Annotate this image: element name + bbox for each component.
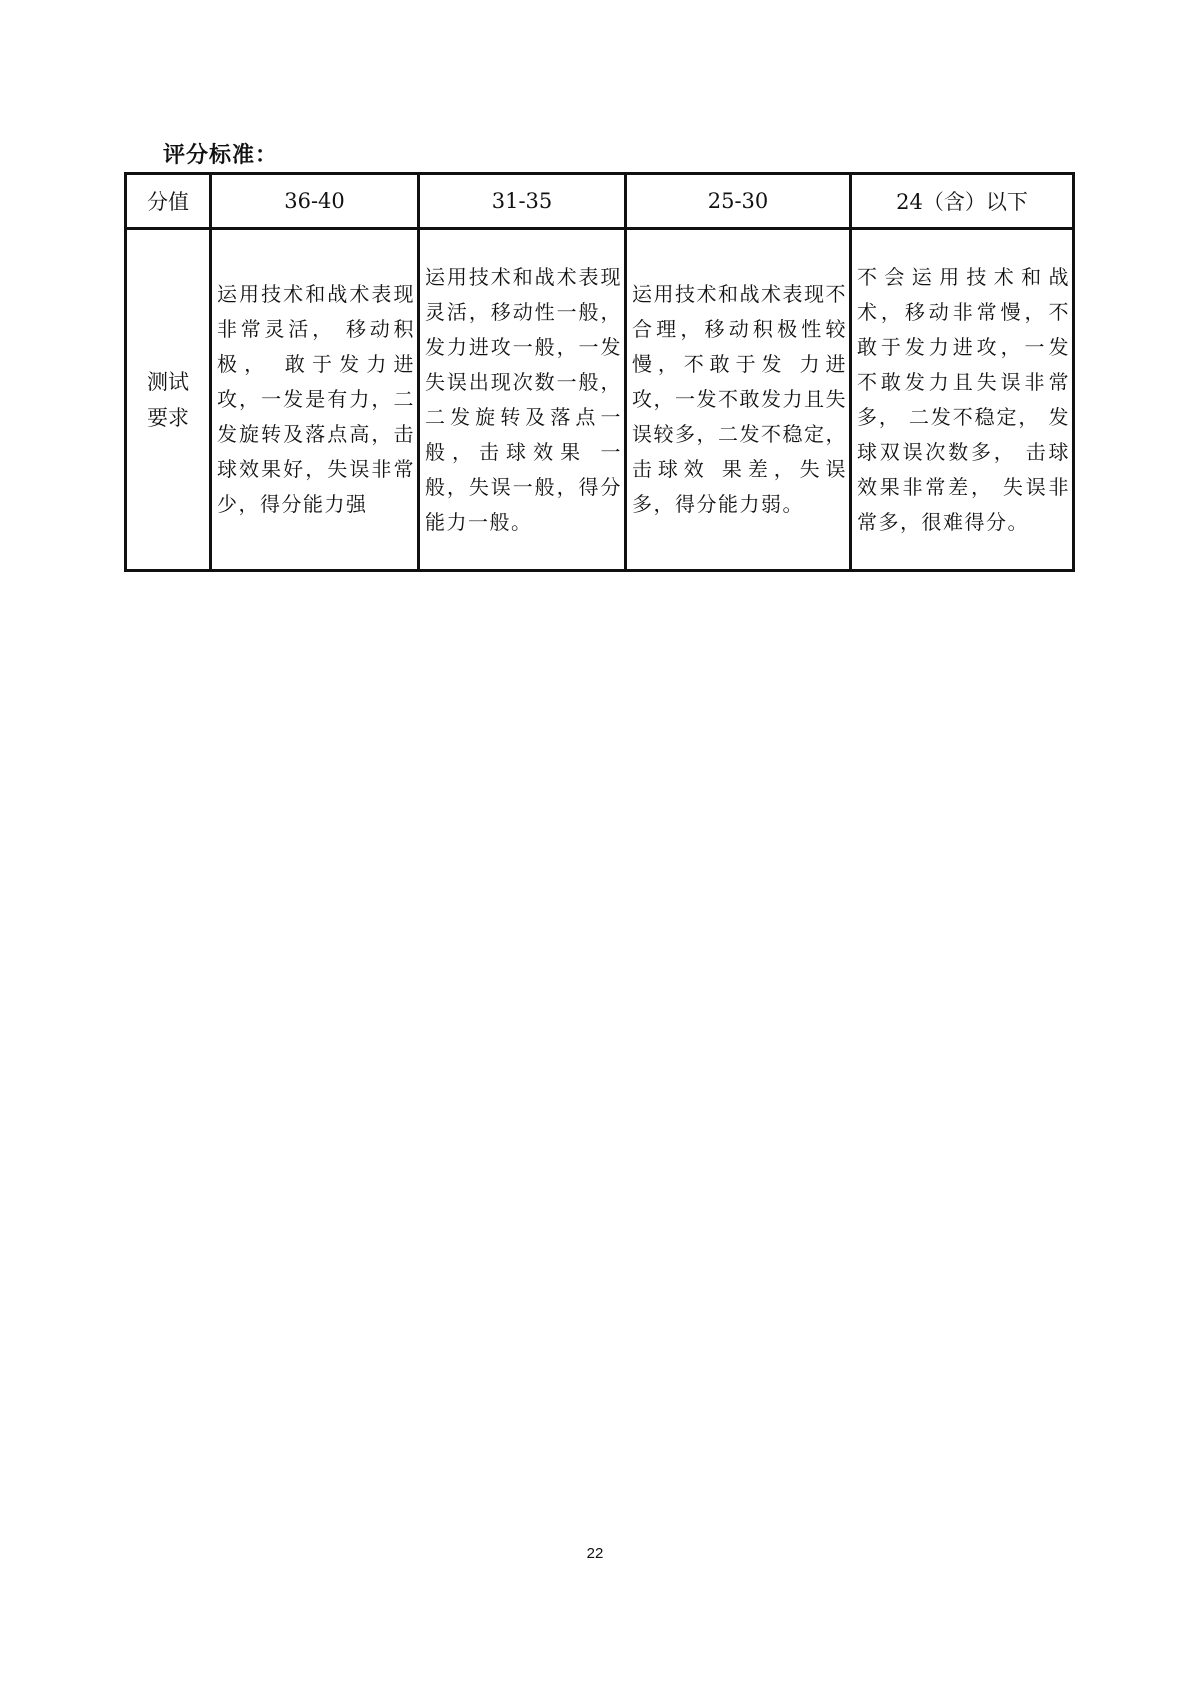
section-heading: 评分标准：	[163, 143, 279, 168]
score-range-cell: 36-40	[211, 174, 419, 229]
requirement-text: 不会运用技术和战术，移动非常慢，不敢于发力进攻，一发不敢发力且失误非常多， 二发不稳定， 发球双误次数多， 击球效果非常差， 失误非常多，很难得分。	[857, 264, 1070, 534]
requirement-label-line: 测试	[147, 369, 189, 394]
requirement-cell	[211, 229, 419, 571]
scoring-criteria-table	[124, 172, 1075, 572]
requirement-label-line: 要求	[147, 405, 189, 430]
requirement-cell	[626, 229, 851, 571]
score-range-cell: 24（含）以下	[851, 174, 1074, 229]
page-number: 22	[586, 1545, 604, 1562]
requirement-cell	[419, 229, 626, 571]
requirement-label-cell	[126, 229, 211, 571]
table-requirement-row	[126, 229, 1074, 571]
requirement-text: 运用技术和战术表现非常灵活， 移动积极， 敢于发力进攻，一发是有力，二发旋转及落点高，击球效果好，失误非常 少，得分能力强	[217, 282, 415, 516]
table-header-row	[126, 174, 1074, 229]
score-range-cell: 25-30	[626, 174, 851, 229]
requirement-cell	[851, 229, 1074, 571]
score-range-cell: 31-35	[419, 174, 626, 229]
score-label-cell: 分值	[126, 174, 211, 229]
requirement-text: 运用技术和战术表现不合理，移动积极性较慢，不敢于发 力进攻，一发不敢发力且失误较多，二发不稳定，击球效 果差，失误多，得分能力弱。	[632, 282, 847, 516]
requirement-text: 运用技术和战术表现灵活，移动性一般，发力进攻一般，一发失误出现次数一般，二发旋转及落点一般，击球效果 一般，失误一般，得分能力一般。	[425, 264, 622, 534]
